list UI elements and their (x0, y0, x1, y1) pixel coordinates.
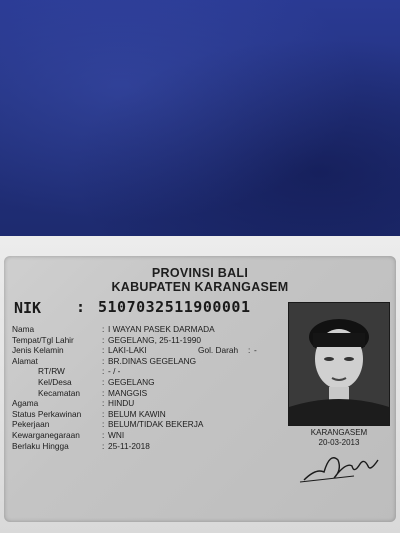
field-row (12, 388, 292, 399)
blue-cloth-background (0, 0, 400, 246)
field-value: HINDU (108, 398, 135, 409)
field-colon: : (102, 429, 105, 440)
issue-place: KARANGASEM (310, 428, 368, 437)
field-value: - / - (108, 366, 121, 377)
field-colon: : (102, 408, 105, 419)
field-row (12, 335, 292, 346)
field-value: MANGGIS (108, 387, 148, 398)
field-label: Tempat/Tgl Lahir (12, 334, 74, 345)
issue-date: 20-03-2013 (318, 438, 360, 447)
field-label: RT/RW (38, 366, 65, 377)
field-colon: : (102, 366, 105, 377)
field-row (12, 409, 292, 420)
field-label: Nama (12, 324, 35, 334)
field-label: Kecamatan (38, 387, 80, 398)
id-photo (288, 302, 390, 426)
field-label: Status Perkawinan (12, 408, 82, 419)
field-row (12, 366, 292, 377)
field-colon: : (102, 419, 105, 430)
field-label: Kewarganegaraan (12, 429, 80, 440)
field-colon: : (102, 324, 105, 334)
field-value: BR.DINAS GEGELANG (108, 355, 197, 366)
regency-title: KABUPATEN KARANGASEM (111, 280, 289, 294)
person-portrait-icon (289, 303, 389, 425)
nik-label: NIK (14, 299, 42, 317)
field-colon: : (102, 387, 105, 398)
field-colon: : (102, 376, 105, 387)
field-row (12, 324, 292, 335)
field-colon: : (102, 440, 105, 451)
field-value: BELUM/TIDAK BEKERJA (108, 419, 204, 430)
field-value: LAKI-LAKI (108, 345, 147, 356)
province-title: PROVINSI BALI (151, 266, 249, 280)
field-value: GEGELANG (108, 376, 155, 387)
field-value: I WAYAN PASEK DARMADA (108, 324, 215, 334)
field-row (12, 345, 292, 356)
field-value: WNI (108, 429, 125, 440)
nik-value: 5107032511900001 (98, 298, 251, 316)
id-card (4, 256, 396, 522)
blood-type-colon: : (248, 345, 251, 356)
field-row (12, 441, 292, 452)
identity-fields (12, 324, 292, 451)
field-value: 25-11-2018 (108, 440, 150, 451)
field-label: Berlaku Hingga (12, 440, 69, 451)
field-row (12, 430, 292, 441)
field-label: Pekerjaan (12, 419, 50, 430)
field-value: GEGELANG, 25-11-1990 (108, 334, 202, 345)
field-row (12, 377, 292, 388)
field-colon: : (102, 398, 105, 409)
field-colon: : (102, 345, 105, 356)
field-row (12, 356, 292, 367)
nik-colon: : (76, 298, 86, 316)
field-colon: : (102, 355, 105, 366)
field-value: BELUM KAWIN (108, 408, 166, 419)
field-row (12, 398, 292, 409)
blood-type-value: - (254, 345, 257, 356)
blood-type-label: Gol. Darah (198, 345, 239, 356)
field-label: Jenis Kelamin (12, 345, 64, 356)
field-colon: : (102, 334, 105, 345)
field-label: Alamat (12, 355, 38, 366)
signature-icon (294, 442, 384, 486)
field-label: Kel/Desa (38, 376, 72, 387)
field-label: Agama (12, 398, 39, 409)
nik-row (14, 298, 251, 317)
field-row (12, 419, 292, 430)
